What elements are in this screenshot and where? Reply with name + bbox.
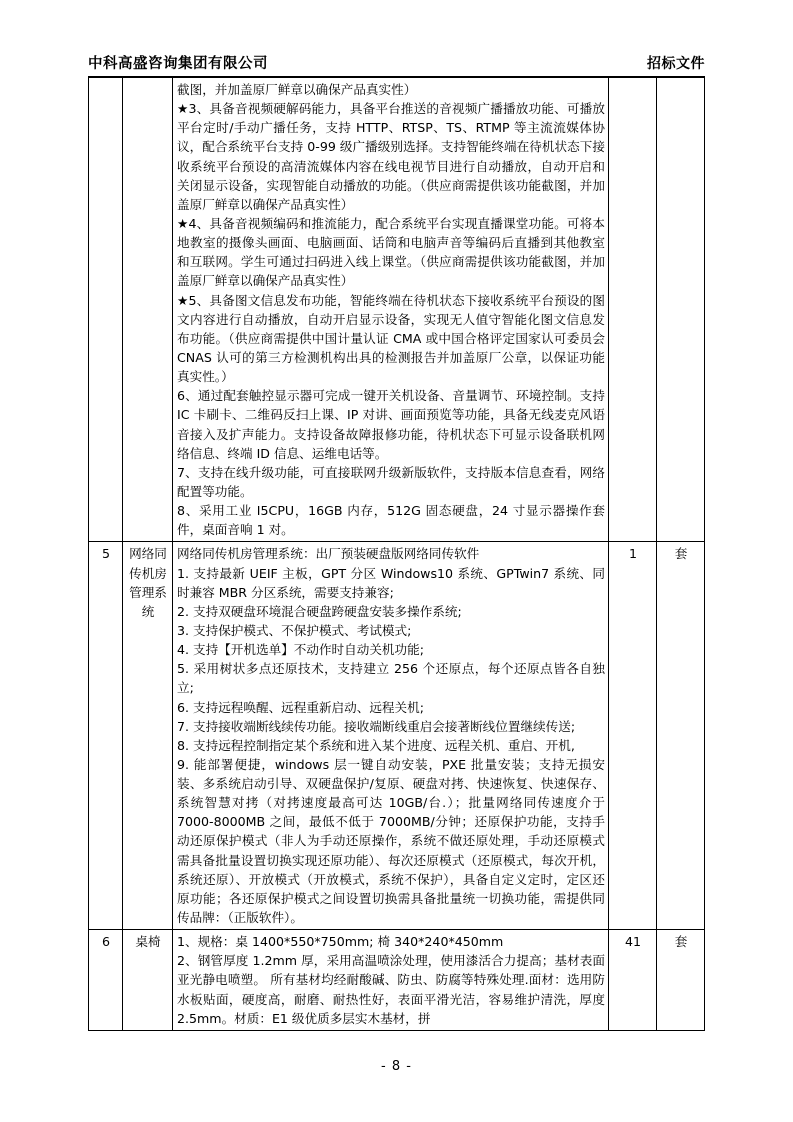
description-line: 4. 支持【开机选单】不动作时自动关机功能; (177, 642, 424, 658)
header-doc-type: 招标文件 (647, 56, 705, 72)
row-unit: 套 (657, 930, 705, 1031)
row-unit: 套 (657, 542, 705, 930)
page-number: - 8 - (381, 1059, 412, 1074)
row-unit (657, 78, 705, 542)
row-item-name: 桌椅 (123, 930, 173, 1031)
header-company-name: 中科高盛咨询集团有限公司 (88, 56, 268, 72)
row-number (89, 78, 123, 542)
row-description (173, 930, 609, 1031)
page-header (88, 52, 705, 77)
description-line: 1、规格：桌 1400*550*750mm; 椅 340*240*450mm (177, 934, 504, 950)
page-footer (0, 1059, 793, 1074)
description-line: ★3、具备音视频硬解码能力，具备平台推送的音视频广播播放功能、可播放平台定时/手动广播任务，支持 HTTP、RTSP、TS、RTMP 等主流流媒体协议，配合系统平台支持 0-99 级广播级别选择。支持智能终端在待机状态下接收系统平台预设的高清流媒体内容在线电视节目进行自动播放，自动开启和关闭显示设备，实现智能自动播放的功能。（供应商需提供该功能截图，并加盖原厂鲜章以确保产品真实性） (177, 101, 605, 212)
description-line: 网络同传机房管理系统：出厂预装硬盘版网络同传软件 (177, 546, 480, 562)
description-line: 2. 支持双硬盘环境混合硬盘跨硬盘安装多操作系统; (177, 603, 462, 619)
description-line: 7、支持在线升级功能，可直接联网升级新版软件，支持版本信息查看，网络配置等功能。 (177, 464, 605, 499)
description-line: 1. 支持最新 UEIF 主板，GPT 分区 Windows10 系统、GPTwin7 系统、同时兼容 MBR 分区系统，需要支持兼容; (177, 565, 605, 600)
row-item-name: 网络同传机房管理系统 (123, 542, 173, 930)
description-line: 6、通过配套触控显示器可完成一键开关机设备、音量调节、环境控制。支持 IC 卡刷卡、二维码反扫上课、IP 对讲、画面预览等功能，具备无线麦克风语音接入及扩声能力。支持设备故障报修功能，待机状态下可显示设备联机网络信息、终端 ID 信息、运维电话等。 (177, 388, 605, 461)
row-quantity: 1 (609, 542, 657, 930)
table-row (89, 78, 705, 542)
table-body (89, 78, 705, 1031)
row-quantity (609, 78, 657, 542)
description-line: 8. 支持远程控制指定某个系统和进入某个进度、远程关机、重启、开机, (177, 737, 575, 753)
row-description (173, 78, 609, 542)
description-line: 2、钢管厚度 1.2mm 厚，采用高温喷涂处理，使用漆活合力提高；基材表面亚光静电喷塑。 所有基材均经耐酸碱、防虫、防腐等特殊处理.面材：选用防水板贴面，硬度高，耐磨、耐热性好，表面平滑光洁，容易维护清洗，厚度 2.5mm。材质：E1 级优质多层实木基材，拼 (177, 953, 605, 1026)
description-line: ★4、具备音视频编码和推流能力，配合系统平台实现直播课堂功能。可将本地教室的摄像头画面、电脑画面、话筒和电脑声音等编码后直播到其他教室和互联网。学生可通过扫码进入线上课堂。（供应商需提供该功能截图，并加盖原厂鲜章以确保产品真实性） (177, 215, 605, 289)
description-line: 9. 能部署便捷，windows 层一键自动安装，PXE 批量安装；支持无损安装、多系统启动引导、双硬盘保护/复原、硬盘对拷、快速恢复、快速保存、系统智慧对拷（对拷速度最高可达 10GB/台.）；批量网络同传速度介于 7000-8000MB 之间，最低不低于 7000MB/分钟；还原保护功能，支持手动还原保护模式（非人为手动还原操作，系统不做还原处理，手动还原模式需具备批量设置切换实现还原功能）、每次还原模式（还原模式，每次开机，系统还原）、开放模式（开放模式，系统不保护），具备自定义定时，定区还原功能；各还原保护模式之间设置切换需具备批量统一切换功能，需提供同传品牌：（正版软件）。 (177, 756, 605, 926)
row-description (173, 542, 609, 930)
description-line: ★5、具备图文信息发布功能，智能终端在待机状态下接收系统平台预设的图文内容进行自动播放，自动开启显示设备，实现无人值守智能化图文信息发布功能。（供应商需提供中国计量认证 CMA 或中国合格评定国家认可委员会 CNAS 认可的第三方检测机构出具的检测报告并加盖原厂公章，以保证功能真实性。） (177, 292, 605, 385)
row-item-name (123, 78, 173, 542)
description-line: 6. 支持远程唤醒、远程重新启动、远程关机; (177, 699, 424, 715)
specification-table (88, 77, 705, 1031)
table-row (89, 930, 705, 1031)
description-line: 5. 采用树状多点还原技术，支持建立 256 个还原点，每个还原点皆各自独立; (177, 661, 605, 696)
description-line: 8、采用工业 I5CPU，16GB 内存，512G 固态硬盘，24 寸显示器操作套件，桌面音响 1 对。 (177, 503, 605, 538)
row-number: 6 (89, 930, 123, 1031)
row-number: 5 (89, 542, 123, 930)
description-line: 7. 支持接收端断线续传功能。接收端断线重启会接著断线位置继续传送; (177, 718, 576, 734)
description-line: 3. 支持保护模式、不保护模式、考试模式; (177, 622, 412, 638)
table-row (89, 542, 705, 930)
description-line: 截图，并加盖原厂鲜章以确保产品真实性） (177, 82, 417, 97)
row-quantity: 41 (609, 930, 657, 1031)
